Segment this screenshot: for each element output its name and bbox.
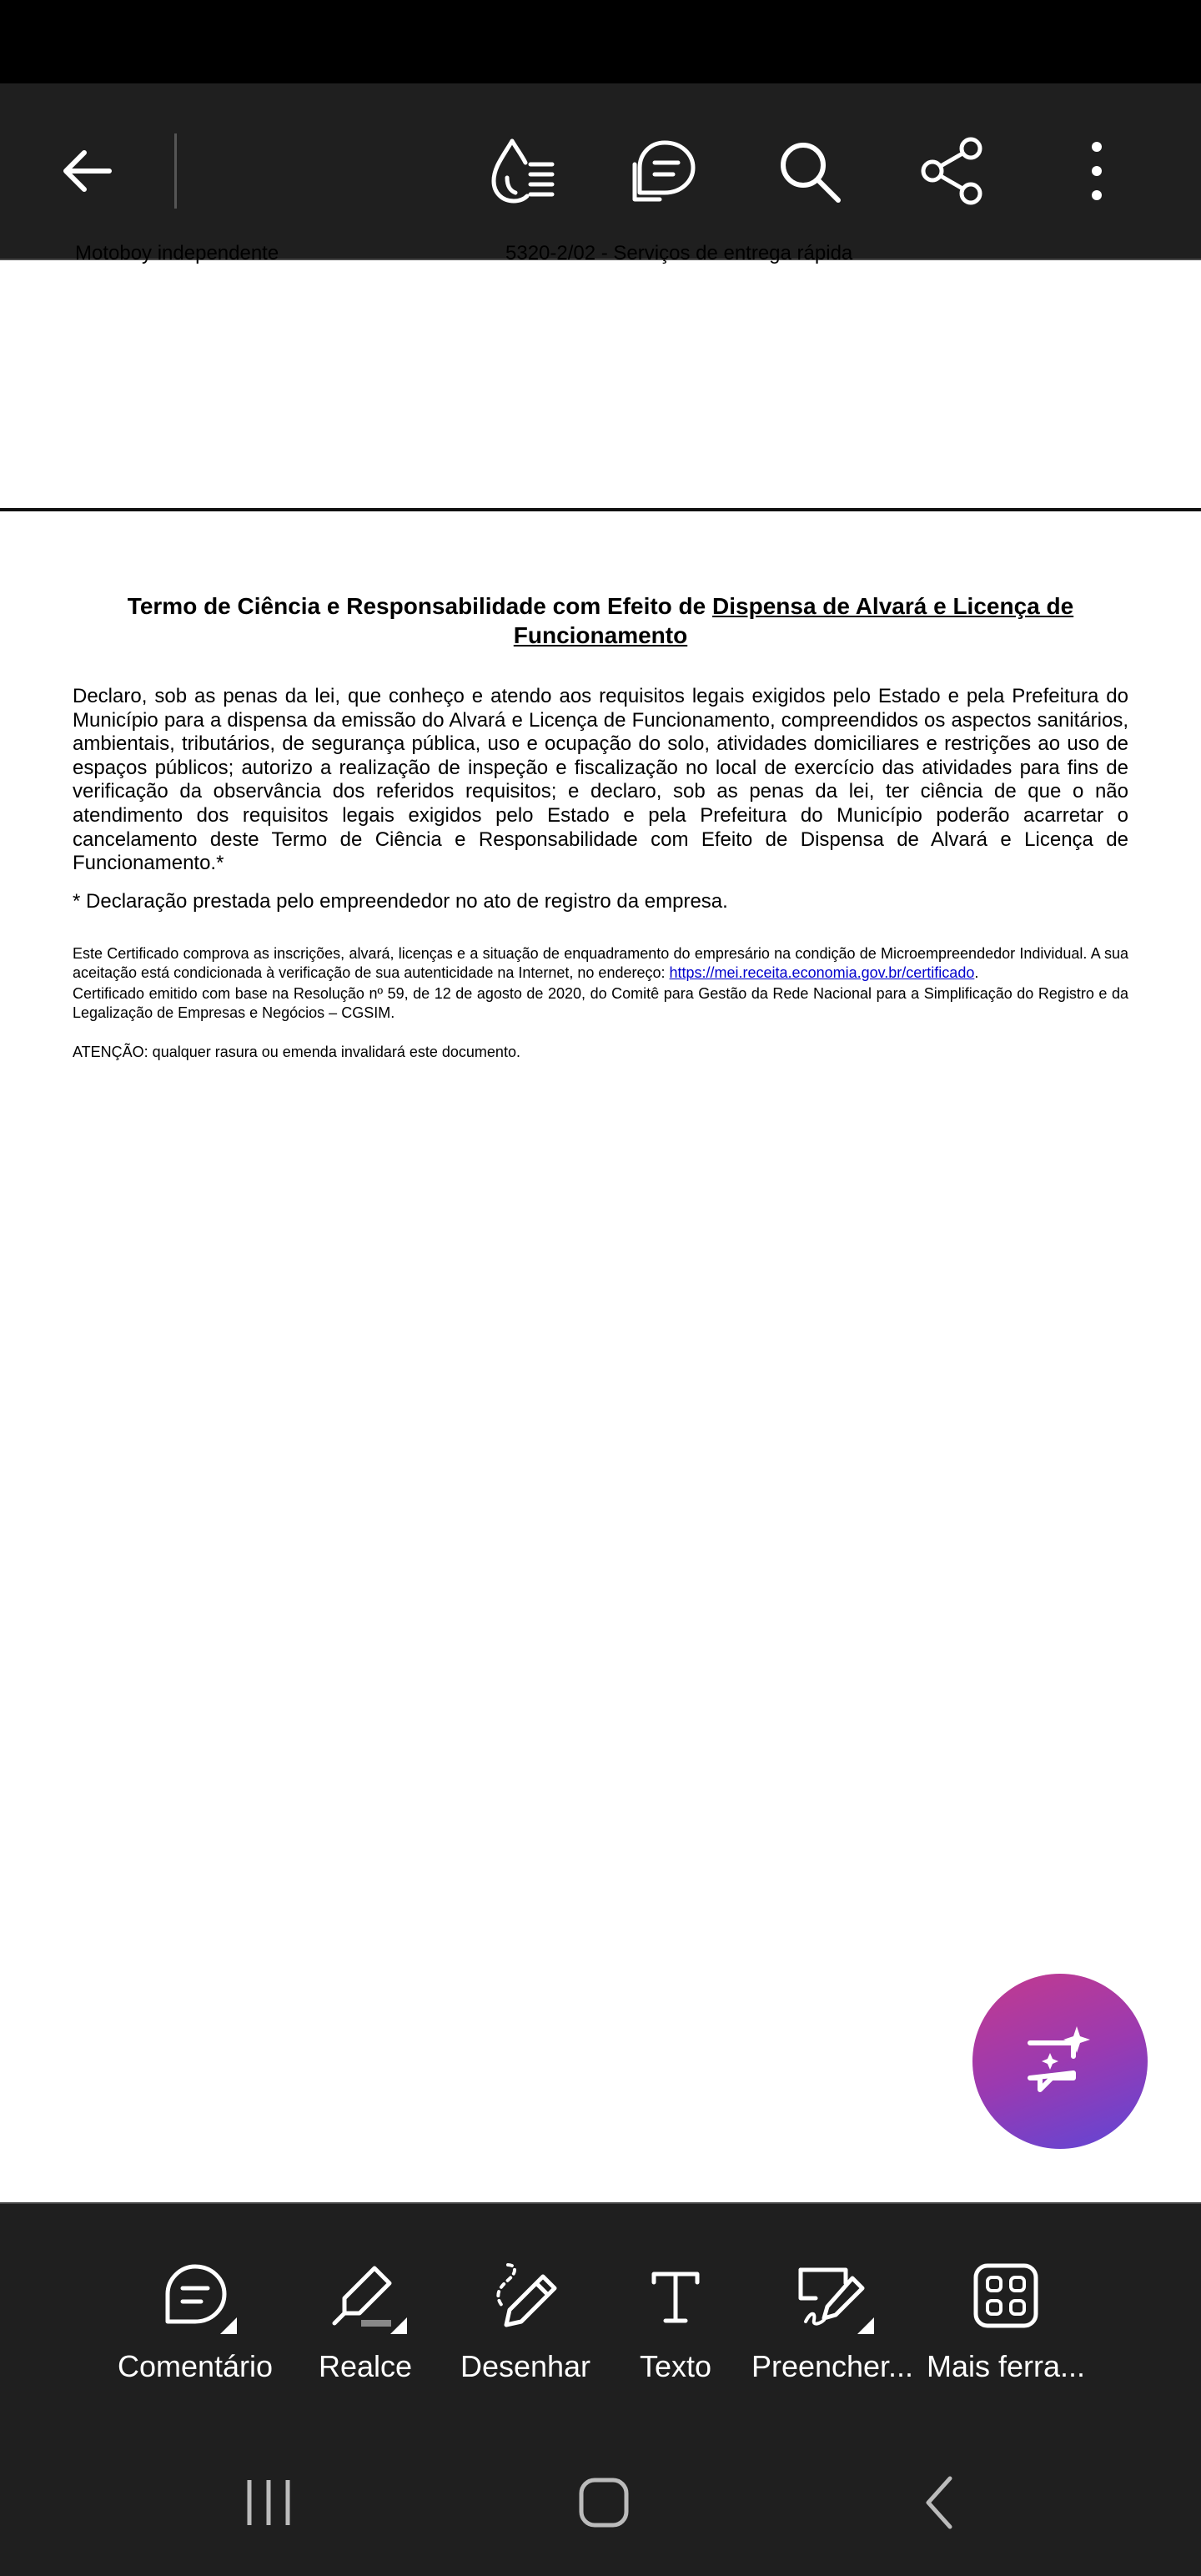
tool-highlight[interactable] xyxy=(310,2254,420,2412)
certificate-text: Este Certificado comprova as inscrições, alvará, licenças e a situação de enquadramento do empresário na condição de Microempreendedor Individual. A sua aceitação está condicionada à verificação de sua autenticidade na Internet, no endereço: xyxy=(73,945,1128,981)
tool-comment-label: Comentário xyxy=(117,2349,274,2383)
certificate-end: . xyxy=(974,964,979,981)
bottom-toolbar xyxy=(0,2202,1201,2429)
text-icon xyxy=(642,2262,709,2329)
toolbar-divider xyxy=(174,133,177,209)
page-separator xyxy=(0,508,1201,511)
resolution-paragraph: Certificado emitido com base na Resolução nº 59, de 12 de agosto de 2020, do Comitê para Gestão da Rede Nacional para a Simplificação do Registro e da Legalização de Empresas e Negócios – CGSIM. xyxy=(73,985,1128,1021)
system-nav-bar xyxy=(0,2428,1201,2576)
share-button[interactable] xyxy=(907,125,999,217)
back-button[interactable] xyxy=(42,125,133,217)
tool-fill-sign[interactable] xyxy=(747,2254,917,2412)
title-underlined-text: Dispensa de Alvará e Licença de Funcionamento xyxy=(513,593,1074,648)
comments-list-icon xyxy=(623,131,703,211)
search-button[interactable] xyxy=(763,125,855,217)
liquid-mode-icon xyxy=(482,131,562,211)
ai-assistant-chat-icon xyxy=(1018,2020,1102,2103)
home-icon xyxy=(575,2473,633,2532)
home-button[interactable] xyxy=(562,2461,646,2544)
prev-page-cell-left: Motoboy independente xyxy=(75,242,279,264)
tool-more-tools[interactable] xyxy=(921,2254,1091,2412)
top-toolbar xyxy=(0,83,1201,260)
draw-pencil-icon xyxy=(488,2258,563,2333)
tool-draw[interactable] xyxy=(454,2254,597,2412)
status-bar xyxy=(0,0,1201,83)
title-text: Termo de Ciência e Responsabilidade com Efeito de xyxy=(127,593,713,619)
share-icon xyxy=(916,133,991,209)
ai-assistant-button[interactable] xyxy=(972,1974,1148,2149)
comments-button[interactable] xyxy=(617,125,709,217)
footnote: * Declaração prestada pelo empreendedor no ato de registro da empresa. xyxy=(73,890,728,913)
arrow-left-icon xyxy=(54,138,121,204)
tool-more-tools-label: Mais ferra... xyxy=(926,2349,1086,2383)
tool-highlight-label: Realce xyxy=(318,2349,413,2383)
recent-apps-button[interactable] xyxy=(227,2461,310,2544)
certificate-link[interactable]: https://mei.receita.economia.gov.br/certificado xyxy=(669,964,975,981)
more-options-button[interactable] xyxy=(1051,125,1143,217)
prev-page-cell-right: 5320-2/02 - Serviços de entrega rápida xyxy=(505,242,853,264)
tool-fill-sign-label: Preencher... xyxy=(751,2349,914,2383)
tool-text[interactable] xyxy=(627,2254,724,2412)
document-title xyxy=(73,591,1128,650)
tool-draw-label: Desenhar xyxy=(460,2349,591,2383)
more-tools-grid-icon xyxy=(971,2261,1041,2331)
attention-paragraph: ATENÇÃO: qualquer rasura ou emenda invalidará este documento. xyxy=(73,1044,520,1060)
recent-apps-icon xyxy=(239,2473,298,2532)
more-vertical-icon xyxy=(1080,133,1113,209)
tool-text-label: Texto xyxy=(639,2349,712,2383)
tool-comment[interactable] xyxy=(113,2254,277,2412)
document-view[interactable] xyxy=(0,242,1201,2202)
certificate-paragraph xyxy=(73,944,1128,983)
nav-back-icon xyxy=(912,2473,970,2532)
liquid-mode-button[interactable] xyxy=(476,125,568,217)
nav-back-button[interactable] xyxy=(899,2461,982,2544)
search-icon xyxy=(771,133,847,209)
declaration-paragraph: Declaro, sob as penas da lei, que conheço e atendo aos requisitos legais exigidos pelo Estado e pela Prefeitura do Município para a dispensa da emissão do Alvará e Licença de Funcionamento, compreendidos os aspectos sanitários, ambientais, tributários, de segurança pública, uso e ocupação do solo, atividades domiciliares e restrições ao uso de espaços públicos; autorizo a realização de inspeção e fiscalização no local de exercício das atividades para fins de verificação da observância dos referidos requisitos; e declaro, sob as penas da lei, ter ciência de que o não atendimento dos requisitos legais exigidos pelo Estado e pela Prefeitura do Município poderão acarretar o cancelamento deste Termo de Ciência e Responsabilidade com Efeito de Dispensa de Alvará e Licença de Funcionamento.* xyxy=(73,685,1128,875)
